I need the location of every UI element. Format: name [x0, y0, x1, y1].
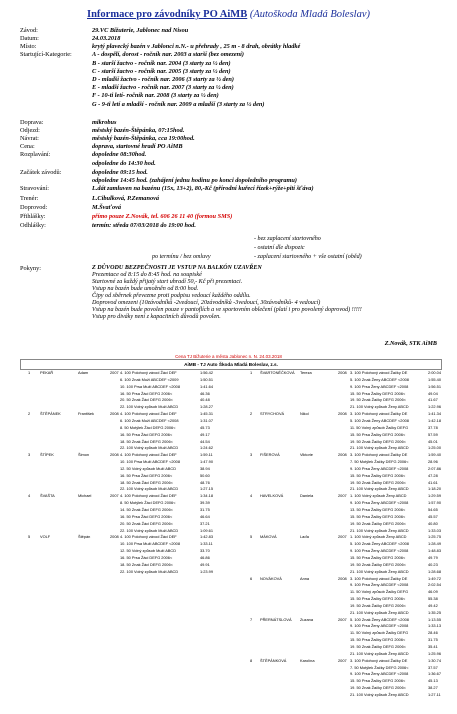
table-cell: 5. 100 Znak Ženy ABCDEF <2008: [350, 541, 409, 547]
table-row: [20, 692, 450, 699]
table-cell: 3. 100 Polohový závod Žačky DE: [350, 411, 408, 417]
table-cell: MÁKOVÁ: [260, 534, 277, 540]
table-cell: 18. 50 Znak Žáci DEFG 2006<: [120, 561, 173, 567]
table-cell: 1:56.42: [200, 370, 213, 375]
table-cell: 39.39: [200, 500, 210, 506]
table-cell: 49.91: [200, 561, 210, 567]
info-label: Trenér:: [20, 195, 39, 202]
table-cell: ŠVAŠTA: [40, 493, 55, 499]
table-cell: 1:45.31: [200, 411, 213, 417]
info-label: Cena:: [20, 143, 35, 150]
table-cell: 2007: [338, 493, 347, 499]
table-cell: 7: [250, 616, 253, 622]
table-cell: 9. 100 Prsa Ženy ABCDEF <2008: [350, 465, 409, 471]
table-cell: 1:49.72: [428, 575, 441, 581]
table-cell: 15. 50 Prsa Žačky DEFG 2006<: [350, 513, 406, 519]
table-cell: 1:33.11: [200, 541, 213, 547]
table-cell: 1. 100 Volný způsob Ženy ABCD: [350, 534, 407, 540]
table-cell: 37.21: [200, 520, 210, 526]
signature: Z.Novák, STK AiMB: [384, 341, 437, 347]
table-cell: 21. 100 Volný způsob Ženy ABCD: [350, 445, 409, 451]
table-cell: Zuzana: [300, 616, 313, 622]
table-cell: ŠVARTONĚČKOVÁ: [260, 370, 295, 375]
table-cell: 1:41.34: [428, 411, 441, 417]
info-label: Odjezd:: [20, 127, 40, 134]
table-cell: 11. 50 Volný způsob Žačky DEFG: [350, 630, 409, 636]
info-value: F - 10-ti letí- ročník nar. 2008 (3 starty za ½ den): [92, 92, 219, 99]
table-cell: 9. 100 Prsa Ženy ABCDEF <2008: [350, 500, 409, 506]
table-cell: PEKAŘ: [40, 370, 54, 375]
table-cell: 38.27: [428, 685, 438, 691]
table-cell: 41.67: [428, 397, 438, 403]
table-cell: 22. 100 Volný způsob Muži ABCD: [120, 527, 179, 533]
table-cell: 16. 50 Prsa Žáci DEFG 2006<: [120, 390, 173, 396]
info-value: termín: středa 07/03/2018 do 19:00 hod.: [92, 222, 196, 229]
table-cell: 1:28.68: [428, 568, 441, 574]
table-cell: STRYCHOVÁ: [260, 411, 285, 417]
table-cell: 46.64: [200, 513, 210, 519]
table-cell: 14. 50 Znak Žáci DEFG 2006<: [120, 507, 173, 512]
table-cell: 4: [250, 493, 253, 499]
table-cell: VOLF: [40, 534, 51, 540]
table-cell: ŠTĚPÁNEK: [40, 411, 61, 417]
table-cell: 19. 50 Znak Žačky DEFG 2006<: [350, 479, 406, 485]
table-cell: 40.80: [428, 520, 438, 526]
table-cell: 2007: [338, 616, 347, 622]
table-cell: 1:09.61: [200, 527, 213, 533]
table-cell: 20. 50 Znak Žáci DEFG 2006<: [120, 520, 173, 526]
table-cell: 22. 100 Volný způsob Muži ABCD: [120, 404, 179, 410]
pokyny-item: Čipy od sběrnek převezme proti podpisu vedoucí každého oddílu.: [92, 293, 251, 299]
info-value: L.Cibulková, P.Zemanová: [92, 195, 160, 202]
table-cell: HAVELKOVÁ: [260, 493, 284, 499]
table-cell: 18. 50 Znak Žáci DEFG 2006<: [120, 479, 173, 485]
results-title: Cena TJ Bižuterie a města Jablonec n. N. 24.03.2018: [175, 354, 282, 359]
table-cell: 41.61: [428, 479, 438, 485]
table-cell: 1:28.49: [428, 541, 441, 547]
table-cell: 7. 50 Motýlek Žačky DEFG 2006<: [350, 664, 409, 670]
table-cell: 2008: [338, 452, 347, 458]
table-cell: 28.96: [428, 459, 438, 465]
info-value: G - 9-ti letí a mladší - ročník nar. 2009 a mladší (3 starty za ½ den): [92, 101, 265, 108]
table-cell: 28.46: [428, 630, 438, 636]
page-title: Informace pro závodníky PO AiMB: [87, 9, 248, 20]
info-value: odpoledne do 14:30 hod.: [92, 160, 156, 167]
table-cell: 19. 50 Znak Žačky DEFG 2006<: [350, 397, 406, 403]
table-cell: NOVÁKOVÁ: [260, 575, 282, 581]
table-cell: 57.59: [428, 431, 438, 437]
info-value: krytý plavecký bazén v Jablonci n.N.- u přehrady , 25 m - 8 drah, obrátky hladké: [92, 43, 301, 50]
pokyny-item: Prezentace od 8:15 do 8:45 hod. na soupiské: [92, 272, 202, 278]
info-value: C - starší žactvo - ročník nar. 2005 (3 starty za ½ den): [92, 68, 231, 75]
table-cell: 1:36.67: [428, 671, 441, 677]
table-cell: 22. 100 Volný způsob Muži ABCD: [120, 486, 179, 492]
pokyny-list: [92, 265, 362, 321]
table-cell: 46.36: [200, 390, 210, 396]
table-cell: 1:28.27: [200, 404, 213, 410]
table-cell: 9. 100 Prsa Ženy ABCDEF <2008: [350, 383, 409, 389]
table-cell: 45.57: [428, 513, 438, 519]
table-cell: 15. 50 Prsa Žačky DEFG 2006<: [350, 596, 406, 602]
table-cell: 10. 100 Prsa Muži ABCDEF <2008: [120, 459, 181, 465]
info-value: městský bazén-Štěpánka, 07:15hod.: [92, 127, 185, 134]
results-club-header: AiMB - TJ Auto Škoda Mladá Boleslav, z.s.: [20, 359, 442, 370]
table-cell: 22. 100 Volný způsob Muži ABCD: [120, 568, 179, 574]
table-cell: 31.75: [200, 507, 210, 512]
table-cell: 1:29.59: [428, 493, 441, 499]
table-cell: FIŠEROVÁ: [260, 452, 280, 458]
table-cell: PŘERNÁTSLOVÁ: [260, 616, 292, 622]
table-cell: 1:27.15: [200, 486, 213, 492]
table-cell: 1:22.96: [428, 404, 441, 410]
table-cell: 9. 100 Prsa Ženy ABCDEF <2008: [350, 623, 409, 629]
table-cell: 45.01: [428, 438, 438, 444]
info-value: dopoledne 08:30hod.: [92, 151, 147, 158]
table-cell: 1:33.03: [428, 527, 441, 533]
table-cell: 16. 50 Prsa Žáci DEFG 2006<: [120, 472, 173, 478]
table-cell: 12. 50 Volný způsob Muži ABCD: [120, 465, 177, 471]
pokyny-item: Z DŮVODU BEZPEČNOSTI JE VSTUP NA BALKÓN UZAVŘEN: [92, 265, 262, 271]
info-value: přímo pouze Z.Novák, tel. 606 26 11 40 (formou SMS): [92, 213, 233, 220]
table-cell: 1. 100 Volný způsob Ženy ABCD: [350, 493, 407, 499]
table-cell: 1:27.11: [428, 691, 441, 697]
table-cell: 2007: [110, 493, 119, 499]
table-cell: 15. 50 Prsa Žačky DEFG 2006<: [350, 678, 406, 684]
table-cell: 1:25.96: [428, 650, 441, 656]
table-cell: 4. 100 Polohový závod Žáci DEF: [120, 534, 177, 540]
page-subtitle: (Autoškoda Mladá Boleslav): [249, 9, 370, 20]
table-cell: 4. 100 Polohový závod Žáci DEF: [120, 452, 177, 458]
table-cell: 15. 50 Prsa Žačky DEFG 2006<: [350, 472, 406, 478]
table-cell: 1:31.07: [200, 417, 213, 423]
table-cell: 21. 100 Volný způsob Ženy ABCD: [350, 486, 409, 492]
table-cell: 3: [250, 452, 253, 458]
table-cell: 4. 100 Polohový závod Žáci DEF: [120, 493, 177, 499]
table-cell: 21. 100 Volný způsob Ženy ABCD: [350, 691, 409, 697]
table-cell: 1:34.18: [200, 493, 213, 499]
info-label: Datum:: [20, 35, 39, 42]
table-cell: Daniela: [300, 493, 314, 499]
info-value: doprava, startovné hradí PO AiMB: [92, 143, 183, 150]
info-value: 29.VC Bižuterie, Jablonec nad Nisou: [92, 27, 189, 34]
table-cell: 16. 50 Prsa Žáci DEFG 2006<: [120, 554, 173, 560]
table-cell: 3: [28, 452, 31, 458]
table-cell: 19. 50 Znak Žačky DEFG 2006<: [350, 602, 406, 608]
info-value: 24.03.2018: [92, 35, 121, 42]
table-cell: Michael: [78, 493, 92, 499]
info-label: Doprava:: [20, 119, 44, 126]
table-cell: 1:47.90: [200, 459, 213, 465]
table-cell: 40.48: [200, 397, 210, 403]
table-cell: František: [78, 411, 94, 417]
table-cell: 8. 50 Motýlek Žáci DEFG 2006<: [120, 500, 176, 506]
table-cell: 40.23: [428, 561, 438, 567]
pokyny-item: Vstup na bazén bude umožněn od 8:00 hod.: [92, 286, 199, 292]
table-cell: 11. 50 Volný způsob Žačky DEFG: [350, 424, 409, 430]
info-value: A - dospělí, dorost - ročník nar. 2003 a starší (bez omezení): [92, 51, 245, 58]
table-cell: 49.42: [428, 602, 438, 608]
pokyny-item: Startovné za každý přijatý start uhradí 50,- Kč při prezentaci.: [92, 279, 243, 285]
table-cell: 19. 50 Znak Žačky DEFG 2006<: [350, 438, 406, 444]
table-cell: 18. 50 Znak Žáci DEFG 2006<: [120, 438, 173, 444]
table-cell: 33.70: [200, 548, 210, 554]
info-value: B - starší žactvo - ročník nar. 2004 (3 starty za ½ den): [92, 60, 231, 67]
table-cell: 8: [250, 657, 253, 663]
table-cell: 15. 50 Prsa Žačky DEFG 2006<: [350, 637, 406, 643]
table-cell: 6. 100 Znak Muži ABCDEF <2009: [120, 376, 179, 382]
pokyny-item: Vstup pro diváky není z kapacitních důvodů povolen.: [92, 314, 221, 320]
table-cell: 49.17: [200, 431, 210, 437]
table-cell: 2:07.86: [428, 465, 441, 471]
table-cell: 1:59.11: [200, 452, 213, 458]
table-cell: 3. 100 Polohový závod Žačky DE: [350, 452, 408, 458]
table-cell: 31.75: [428, 637, 438, 643]
pokyny-item: Doprovod omezeni (10závodníků -2vedoucí, 20závodníků -3vedoucí, 30závodníků- 4 vedoucí): [92, 300, 321, 306]
table-cell: 49.04: [428, 390, 438, 396]
table-cell: ŠTÍPEK: [40, 452, 54, 458]
table-cell: 7. 50 Motýlek Žačky DEFG 2006<: [350, 459, 409, 465]
info-label: Návrat:: [20, 135, 39, 142]
table-cell: 19. 50 Znak Žačky DEFG 2006<: [350, 520, 406, 526]
table-cell: 44.54: [200, 438, 210, 444]
table-cell: 1: [250, 370, 253, 375]
table-cell: 21. 100 Volný způsob Ženy ABCD: [350, 609, 409, 615]
table-cell: 16. 50 Prsa Žáci DEFG 2006<: [120, 513, 173, 519]
table-cell: 19. 50 Znak Žačky DEFG 2006<: [350, 644, 406, 649]
table-cell: 2007: [110, 370, 119, 375]
table-cell: 12. 50 Volný způsob Muži ABCD: [120, 548, 177, 554]
table-cell: 2: [28, 411, 31, 417]
table-cell: 47.28: [428, 472, 438, 478]
table-cell: 1:48.83: [428, 548, 441, 554]
info-label: Přihlášky:: [20, 213, 46, 220]
table-cell: 49.79: [428, 554, 438, 560]
table-cell: 1:13.55: [428, 616, 441, 622]
table-cell: 15. 50 Prsa Žačky DEFG 2006<: [350, 390, 406, 396]
table-cell: 1:25.00: [428, 445, 441, 451]
odhlasky-option: - ostatní dle dispozic: [254, 245, 305, 251]
table-cell: 13. 50 Prsa Žačky DEFG 2006<: [350, 507, 406, 512]
table-cell: 1:23.99: [200, 568, 213, 574]
table-cell: 19. 50 Znak Žačky DEFG 2006<: [350, 561, 406, 567]
table-cell: Štěpán: [78, 534, 91, 540]
table-cell: 46.86: [200, 554, 210, 560]
table-cell: 1:41.64: [200, 383, 213, 389]
document-header: [0, 9, 457, 20]
table-cell: 4: [28, 493, 31, 499]
table-cell: 2008: [110, 534, 119, 540]
table-cell: 1:42.18: [428, 417, 441, 423]
table-cell: 55.38: [428, 596, 438, 602]
table-cell: Tereza: [300, 370, 312, 375]
info-value: L.dát zamluven na bazénu (15x, 13+2), 80,-Kč (přírodní kuřecí řízek+rýže+pití šťáva): [92, 185, 314, 192]
table-cell: 54.65: [428, 507, 438, 512]
table-cell: 1:56.51: [428, 383, 441, 389]
table-cell: 1:18.20: [428, 486, 441, 492]
table-cell: Anna: [300, 575, 310, 581]
table-cell: 1:55.40: [428, 376, 441, 382]
table-cell: 38.94: [200, 465, 210, 471]
table-cell: 2008: [338, 411, 347, 417]
info-label: Odhlášky:: [20, 222, 46, 229]
table-cell: 3. 100 Polohový závod Žačky DE: [350, 575, 408, 581]
info-label: Místo:: [20, 43, 37, 50]
table-cell: Nikol: [300, 411, 309, 417]
table-cell: 3. 100 Polohový závod Žačky DE: [350, 657, 408, 663]
table-cell: 45.13: [428, 678, 438, 684]
info-value: D - mladší žactvo - ročník nar. 2006 (3 starty za ½ den): [92, 76, 235, 83]
odhlasky-option: - zaplacení startovného + vše ostatní (oběd): [254, 254, 362, 260]
table-cell: 4. 100 Polohový závod Žáci DEF: [120, 370, 177, 375]
table-cell: 19. 50 Znak Žačky DEFG 2006<: [350, 685, 406, 691]
info-label: Startující-Kategorie:: [20, 51, 72, 58]
table-cell: 2:02.54: [428, 582, 441, 588]
table-cell: 2007: [338, 657, 347, 663]
info-label: Doprovod:: [20, 204, 48, 211]
table-cell: 16. 50 Prsa Žáci DEFG 2006<: [120, 431, 173, 437]
table-cell: 6: [250, 575, 253, 581]
pokyny-label: Pokyny:: [20, 265, 41, 272]
table-cell: 50.60: [200, 472, 210, 478]
table-cell: 22. 100 Volný způsob Muži ABCD: [120, 445, 179, 451]
table-cell: 2:00.04: [428, 370, 441, 375]
table-cell: 1:33.13: [428, 623, 441, 629]
table-cell: 9. 100 Prsa Ženy ABCDEF <2008: [350, 548, 409, 554]
info-label: Začátek závodů:: [20, 169, 62, 176]
table-cell: 6. 100 Znak Muži ABCDEF <2008: [120, 417, 179, 423]
table-cell: 2008: [338, 575, 347, 581]
table-cell: Adam: [78, 370, 89, 375]
table-cell: 45.73: [200, 424, 210, 430]
table-cell: 5. 100 Znak Ženy ABCDEF <2008: [350, 616, 409, 622]
table-cell: 10. 100 Prsa Muži ABCDEF <2008: [120, 383, 181, 389]
table-cell: 5: [250, 534, 253, 540]
table-cell: 1:35.25: [428, 609, 441, 615]
info-value: mikrobus: [92, 119, 117, 126]
table-cell: 5. 100 Znak Ženy ABCDEF <2008: [350, 376, 409, 382]
info-value: M.Švaťová: [92, 204, 122, 211]
info-value: odpoledne 14:45 hod. (zahájení jednu hodinu po konci dopoledního programu): [92, 177, 298, 184]
table-cell: 15. 50 Prsa Žačky DEFG 2006<: [350, 431, 406, 437]
table-cell: 9. 100 Prsa Ženy ABCDEF <2008: [350, 671, 409, 677]
table-cell: 3. 100 Polohový závod Žačky DE: [350, 370, 408, 375]
pokyny-item: Vstup na bazén bude povolen pouze v pantoflích a ve sportovním oblečení (platí i pro povolený doprovod) !!!!!: [92, 307, 362, 313]
table-cell: 21. 100 Volný způsob Ženy ABCD: [350, 650, 409, 656]
table-cell: Karolína: [300, 657, 315, 663]
table-cell: 37.78: [428, 424, 438, 430]
table-cell: 11. 50 Volný způsob Žačky DEFG: [350, 589, 409, 595]
table-cell: Šimon: [78, 452, 90, 458]
table-cell: 37.57: [428, 664, 438, 670]
table-cell: 5. 100 Znak Ženy ABCDEF <2008: [350, 417, 409, 423]
table-cell: 21. 100 Volný způsob Ženy ABCD: [350, 404, 409, 410]
table-cell: 1:59.40: [428, 452, 441, 458]
table-cell: 20. 50 Znak Žáci DEFG 2006<: [120, 397, 173, 403]
odhlasky-option: - bez zaplacení startovného: [254, 236, 321, 242]
table-cell: 46.09: [428, 589, 438, 595]
info-label: Stravování:: [20, 185, 50, 192]
table-cell: 21. 100 Volný způsob Ženy ABCD: [350, 568, 409, 574]
info-value: městský bazén-Štěpánka, cca 19:00hod.: [92, 135, 195, 142]
table-cell: 21. 100 Volný způsob Ženy ABCD: [350, 527, 409, 533]
table-cell: 1:57.90: [428, 500, 441, 506]
table-cell: 10. 100 Prsa Muži ABCDEF <2008: [120, 541, 181, 547]
table-cell: 1:25.75: [428, 534, 441, 540]
table-cell: 5: [28, 534, 31, 540]
info-value: dopoledne 09:15 hod.: [92, 169, 148, 176]
table-cell: Laďa: [300, 534, 309, 540]
table-cell: 1:50.51: [200, 376, 213, 382]
table-cell: 2: [250, 411, 253, 417]
table-cell: 2008: [338, 370, 347, 375]
table-cell: 15. 50 Prsa Žačky DEFG 2006<: [350, 554, 406, 560]
table-cell: 4. 100 Polohový závod Žáci DEF: [120, 411, 177, 417]
table-cell: 1: [28, 370, 31, 375]
odhlasky-late-label: po termínu / bez omluvy: [152, 254, 211, 260]
table-cell: 8. 50 Motýlek Žáci DEFG 2006<: [120, 424, 176, 430]
info-label: Rozplavání:: [20, 151, 51, 158]
table-cell: 1:30.74: [428, 657, 441, 663]
table-cell: 35.41: [428, 644, 438, 649]
table-cell: Viktorie: [300, 452, 313, 458]
info-label: Závod:: [20, 27, 38, 34]
table-cell: 48.76: [200, 479, 210, 485]
table-cell: 1:42.83: [200, 534, 213, 540]
table-cell: 9. 100 Prsa Ženy ABCDEF <2008: [350, 582, 409, 588]
table-cell: 2008: [110, 411, 119, 417]
table-cell: 1:24.62: [200, 445, 213, 451]
table-cell: 2008: [110, 452, 119, 458]
info-value: E - mladší žactvo - ročník nar. 2007 (3 starty za ½ den): [92, 84, 234, 91]
table-cell: ŠTĚPÁNKOVÁ: [260, 657, 287, 663]
table-cell: 2007: [338, 534, 347, 540]
